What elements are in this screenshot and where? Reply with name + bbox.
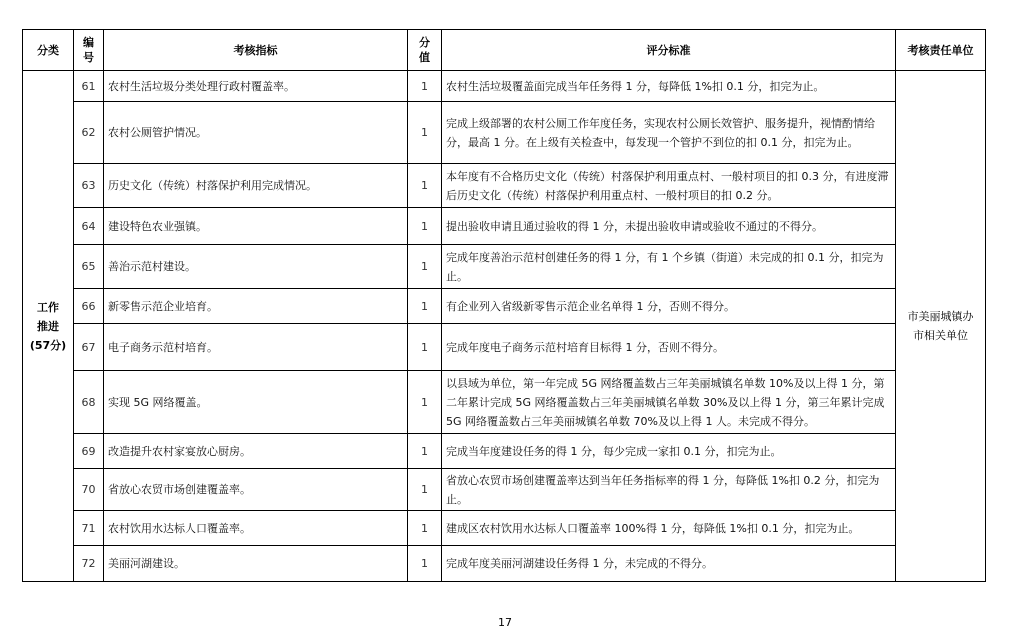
row-number: 64 bbox=[74, 208, 104, 245]
header-score: 分值 bbox=[408, 30, 442, 71]
table-row bbox=[23, 511, 986, 546]
row-score: 1 bbox=[408, 434, 442, 469]
row-score: 1 bbox=[408, 546, 442, 582]
row-indicator: 农村公厕管护情况。 bbox=[104, 102, 408, 164]
row-criteria: 完成当年度建设任务的得 1 分，每少完成一家扣 0.1 分，扣完为止。 bbox=[442, 434, 896, 469]
row-score: 1 bbox=[408, 324, 442, 371]
row-indicator: 省放心农贸市场创建覆盖率。 bbox=[104, 469, 408, 511]
row-indicator: 美丽河湖建设。 bbox=[104, 546, 408, 582]
table-row bbox=[23, 208, 986, 245]
row-number: 62 bbox=[74, 102, 104, 164]
row-criteria: 完成上级部署的农村公厕工作年度任务，实现农村公厕长效管护、服务提升，视情酌情给分，最高 1 分。在上级有关检查中，每发现一个管护不到位的扣 0.1 分，扣完为止。 bbox=[442, 102, 896, 164]
row-number: 67 bbox=[74, 324, 104, 371]
header-number: 编号 bbox=[74, 30, 104, 71]
row-number: 69 bbox=[74, 434, 104, 469]
row-number: 71 bbox=[74, 511, 104, 546]
row-criteria: 以县域为单位，第一年完成 5G 网络覆盖数占三年美丽城镇名单数 10%及以上得 1 分，第二年累计完成 5G 网络覆盖数占三年美丽城镇名单数 30%及以上得 1 分，第三年累计完成 5G 网络覆盖数占三年美丽城镇名单数 70%及以上得 1 人。未完成不得分。 bbox=[442, 371, 896, 434]
table-row bbox=[23, 245, 986, 289]
row-score: 1 bbox=[408, 245, 442, 289]
row-indicator: 农村饮用水达标人口覆盖率。 bbox=[104, 511, 408, 546]
row-number: 63 bbox=[74, 164, 104, 208]
unit-line: 市美丽城镇办 bbox=[907, 310, 974, 323]
row-criteria: 完成年度电子商务示范村培育目标得 1 分，否则不得分。 bbox=[442, 324, 896, 371]
row-number: 72 bbox=[74, 546, 104, 582]
row-criteria: 建成区农村饮用水达标人口覆盖率 100%得 1 分，每降低 1%扣 0.1 分，扣完为止。 bbox=[442, 511, 896, 546]
row-criteria: 有企业列入省级新零售示范企业名单得 1 分，否则不得分。 bbox=[442, 289, 896, 324]
unit-line: 市相关单位 bbox=[913, 329, 968, 342]
table-row bbox=[23, 371, 986, 434]
table-row bbox=[23, 469, 986, 511]
header-indicator: 考核指标 bbox=[104, 30, 408, 71]
table-row bbox=[23, 102, 986, 164]
category-line: 推进 bbox=[37, 319, 59, 333]
row-indicator: 农村生活垃圾分类处理行政村覆盖率。 bbox=[104, 71, 408, 102]
category-score: (57分) bbox=[29, 338, 67, 352]
row-number: 66 bbox=[74, 289, 104, 324]
row-number: 61 bbox=[74, 71, 104, 102]
row-criteria: 农村生活垃圾覆盖面完成当年任务得 1 分，每降低 1%扣 0.1 分，扣完为止。 bbox=[442, 71, 896, 102]
row-indicator: 改造提升农村家宴放心厨房。 bbox=[104, 434, 408, 469]
row-number: 65 bbox=[74, 245, 104, 289]
header-row bbox=[23, 30, 986, 71]
table-row bbox=[23, 546, 986, 582]
unit-cell bbox=[896, 71, 986, 582]
table-row bbox=[23, 324, 986, 371]
row-criteria: 提出验收申请且通过验收的得 1 分，未提出验收申请或验收不通过的不得分。 bbox=[442, 208, 896, 245]
header-unit: 考核责任单位 bbox=[896, 30, 986, 71]
row-indicator: 新零售示范企业培育。 bbox=[104, 289, 408, 324]
row-indicator: 历史文化（传统）村落保护利用完成情况。 bbox=[104, 164, 408, 208]
row-score: 1 bbox=[408, 102, 442, 164]
header-criteria: 评分标准 bbox=[442, 30, 896, 71]
row-score: 1 bbox=[408, 511, 442, 546]
row-indicator: 善治示范村建设。 bbox=[104, 245, 408, 289]
row-criteria: 完成年度美丽河湖建设任务得 1 分，未完成的不得分。 bbox=[442, 546, 896, 582]
category-cell bbox=[23, 71, 74, 582]
row-indicator: 建设特色农业强镇。 bbox=[104, 208, 408, 245]
row-criteria: 本年度有不合格历史文化（传统）村落保护利用重点村、一般村项目的扣 0.3 分，有进度滞后历史文化（传统）村落保护利用重点村、一般村项目的扣 0.2 分。 bbox=[442, 164, 896, 208]
row-score: 1 bbox=[408, 208, 442, 245]
row-number: 70 bbox=[74, 469, 104, 511]
row-score: 1 bbox=[408, 164, 442, 208]
assessment-table bbox=[22, 29, 986, 582]
row-criteria: 省放心农贸市场创建覆盖率达到当年任务指标率的得 1 分，每降低 1%扣 0.2 分，扣完为止。 bbox=[442, 469, 896, 511]
page-number: 17 bbox=[498, 616, 512, 629]
header-category: 分类 bbox=[23, 30, 74, 71]
table-row bbox=[23, 289, 986, 324]
row-indicator: 实现 5G 网络覆盖。 bbox=[104, 371, 408, 434]
row-score: 1 bbox=[408, 71, 442, 102]
table-row bbox=[23, 164, 986, 208]
row-indicator: 电子商务示范村培育。 bbox=[104, 324, 408, 371]
category-line: 工作 bbox=[37, 300, 59, 314]
row-score: 1 bbox=[408, 289, 442, 324]
row-score: 1 bbox=[408, 371, 442, 434]
row-score: 1 bbox=[408, 469, 442, 511]
table-row bbox=[23, 71, 986, 102]
table-row bbox=[23, 434, 986, 469]
row-criteria: 完成年度善治示范村创建任务的得 1 分，有 1 个乡镇（街道）未完成的扣 0.1 分，扣完为止。 bbox=[442, 245, 896, 289]
row-number: 68 bbox=[74, 371, 104, 434]
